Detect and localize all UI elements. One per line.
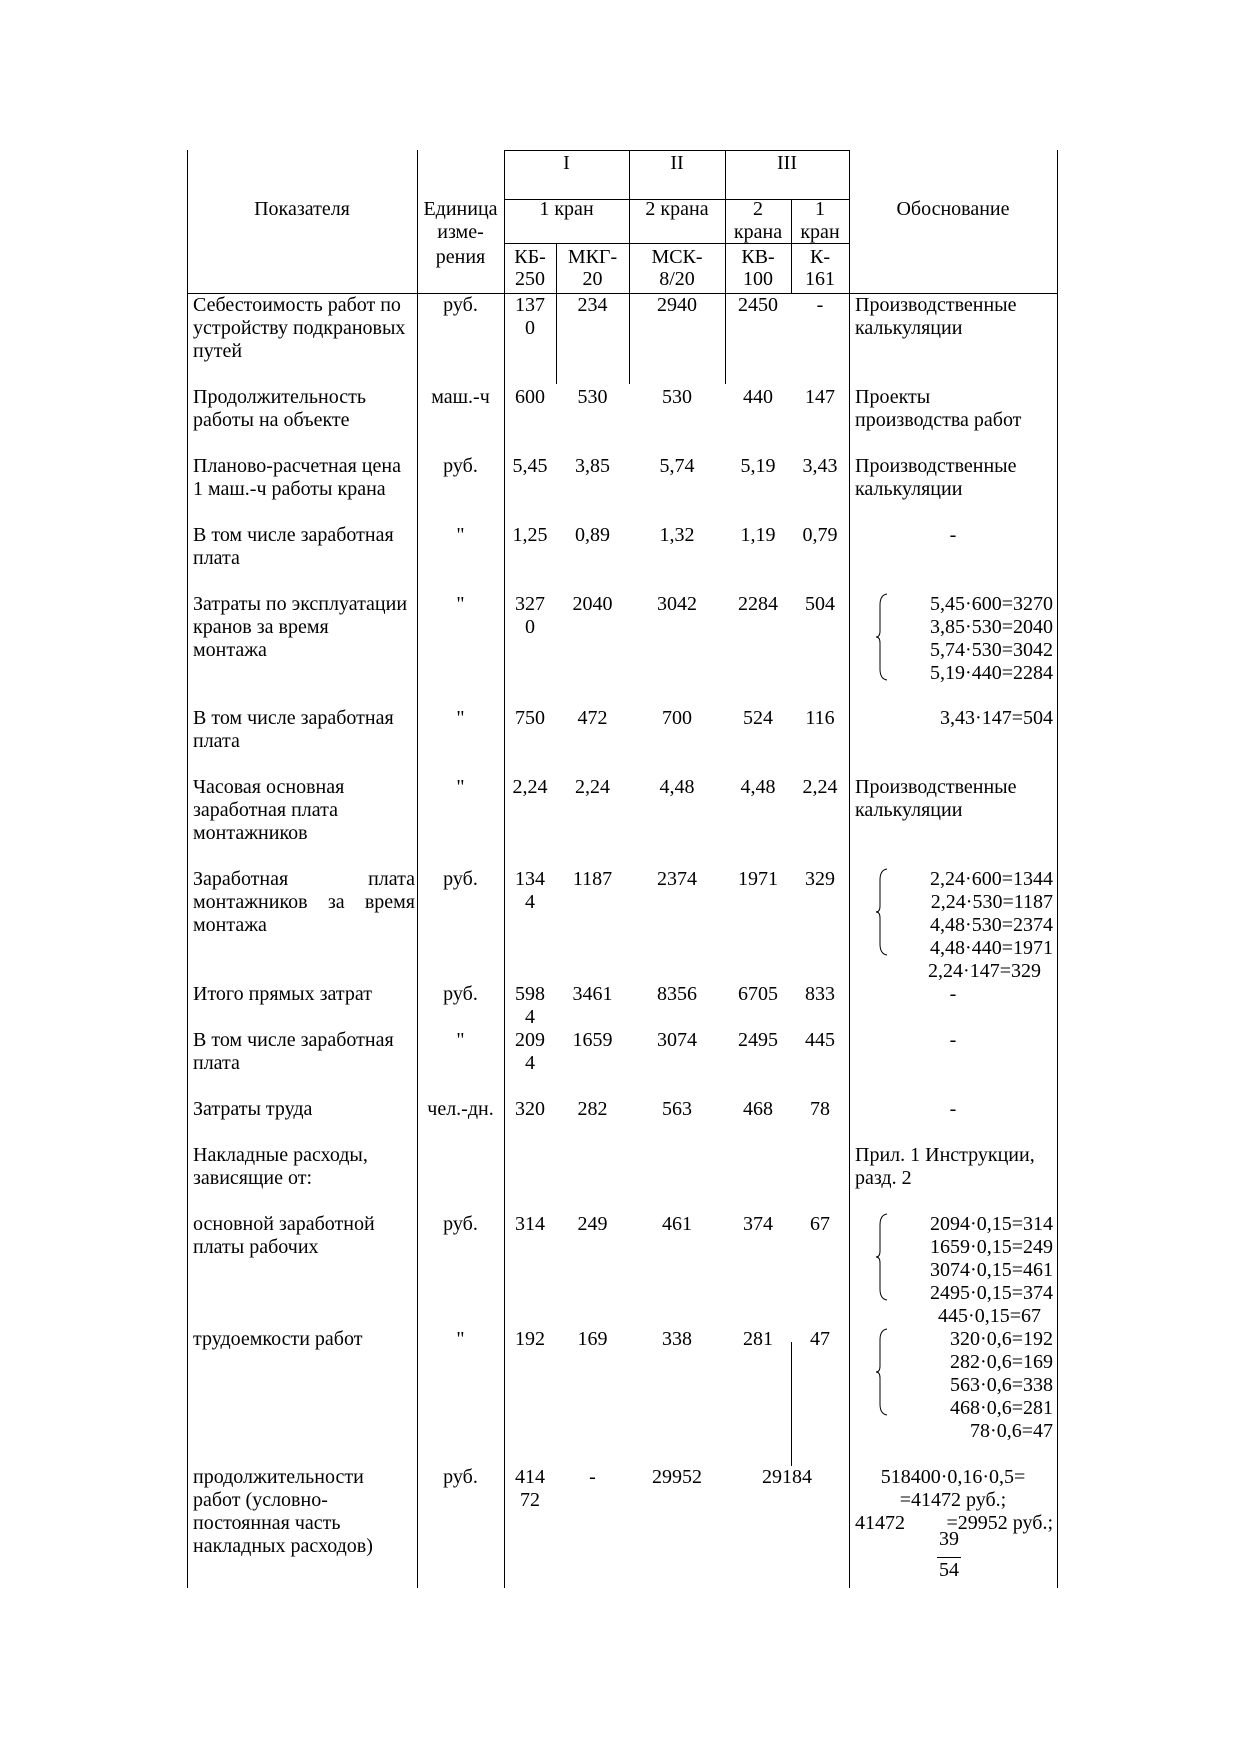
value-cell: 524	[743, 707, 773, 729]
indicator-name: В том числе заработная	[193, 707, 394, 729]
indicator-name: продолжительности	[193, 1466, 364, 1488]
value-cell: 67	[810, 1213, 830, 1235]
value-cell: 116	[805, 707, 835, 729]
value-cell: 5,19	[740, 455, 776, 477]
value-cell: 192	[515, 1328, 545, 1350]
basis-cell: калькуляции	[855, 799, 963, 821]
basis-formula: 468·0,6=281	[950, 1397, 1053, 1419]
indicator-name: кранов за время	[193, 616, 329, 638]
basis-formula: 4,48·530=2374	[930, 914, 1053, 936]
basis-formula: 78·0,6=47	[970, 1420, 1053, 1442]
basis-formula: 563·0,6=338	[950, 1374, 1053, 1396]
indicator-name: монтажа	[193, 639, 267, 661]
value-cell: 314	[515, 1213, 545, 1235]
column-header-unit: рения	[435, 246, 486, 268]
value-cell: 6705	[738, 983, 778, 1005]
crane-model-header: 100	[743, 268, 773, 290]
basis-formula: =29952 руб.;	[946, 1512, 1053, 1534]
indicator-name: трудоемкости работ	[193, 1328, 363, 1350]
value-cell: 472	[577, 707, 608, 729]
value-cell: 0,89	[575, 524, 610, 546]
indicator-name: заработная плата	[193, 799, 338, 821]
value-cell: 1187	[572, 868, 613, 890]
value-cell: 563	[662, 1098, 692, 1120]
value-cell: 598	[515, 983, 545, 1005]
value-cell: 530	[577, 386, 608, 408]
value-cell: 5,74	[659, 455, 695, 477]
crane-model-header: МСК-	[651, 246, 703, 268]
value-cell: 600	[515, 386, 545, 408]
basis-formula: 445·0,15=67	[938, 1305, 1041, 1327]
indicator-name: монтажников за время	[193, 891, 415, 913]
indicator-name: В том числе заработная	[193, 524, 394, 546]
basis-cell: Производственные	[855, 776, 1017, 798]
table-right-border	[1057, 150, 1058, 1588]
basis-formula: 518400·0,16·0,5=	[880, 1466, 1026, 1488]
group-header-iii: III	[777, 152, 797, 174]
basis-cell: -	[949, 1098, 957, 1120]
indicator-name: Итого прямых затрат	[193, 983, 372, 1005]
indicator-name: Продолжительность	[193, 386, 366, 408]
basis-formula: 5,19·440=2284	[930, 662, 1053, 684]
column-header-unit: изме-	[437, 221, 484, 243]
basis-cell: -	[949, 1029, 957, 1051]
value-cell: 0	[525, 616, 535, 638]
value-cell: 0	[525, 317, 535, 339]
unit-cell: "	[456, 707, 465, 729]
value-cell: 2,24	[802, 776, 838, 798]
indicator-name: Затраты по эксплуатации	[193, 593, 408, 615]
indicator-name: работы на объекте	[193, 409, 350, 431]
basis-formula: 2,24·530=1187	[930, 891, 1053, 913]
indicator-name: монтажа	[193, 914, 267, 936]
value-cell: 2374	[657, 868, 697, 890]
indicator-name: работ (условно-	[193, 1489, 328, 1511]
crane-count-header: 1	[815, 198, 825, 220]
basis-formula: 2,24·147=329	[928, 960, 1041, 982]
value-cell: 1659	[572, 1029, 613, 1051]
indicator-name: путей	[193, 340, 243, 362]
fraction-numerator: 39	[939, 1528, 959, 1550]
value-cell: 1971	[738, 868, 778, 890]
value-cell: 147	[805, 386, 835, 408]
indicator-name: Часовая основная	[193, 776, 345, 798]
crane-model-header: 161	[805, 268, 835, 290]
curly-brace-icon	[875, 868, 889, 956]
basis-cell: калькуляции	[855, 317, 963, 339]
crane-count-header: 2 крана	[645, 198, 709, 220]
basis-cell: Проекты	[855, 386, 931, 408]
crane-model-header: КВ-	[741, 246, 775, 268]
crane-model-header: КБ-	[514, 246, 546, 268]
indicator-name: платы рабочих	[193, 1236, 319, 1258]
unit-cell: руб.	[443, 868, 478, 890]
basis-formula: 41472	[855, 1512, 905, 1534]
basis-formula: 2094·0,15=314	[930, 1213, 1053, 1235]
unit-cell: руб.	[443, 983, 478, 1005]
value-cell: 47	[810, 1328, 830, 1350]
basis-formula: 282·0,6=169	[950, 1351, 1053, 1373]
value-cell: 700	[662, 707, 692, 729]
value-cell: 445	[805, 1029, 835, 1051]
crane-count-header: 2	[753, 198, 763, 220]
grid-vline-basis	[849, 150, 850, 1588]
group-header-ii: II	[670, 152, 684, 174]
curly-brace-icon	[875, 1213, 889, 1301]
value-cell: 169	[577, 1328, 608, 1350]
value-cell: 4	[525, 1006, 535, 1028]
value-cell: 2284	[738, 593, 778, 615]
basis-cell: Прил. 1 Инструкции,	[855, 1144, 1035, 1166]
value-cell: 1,25	[512, 524, 548, 546]
indicator-name: Планово-расчетная цена	[193, 455, 401, 477]
value-cell: 134	[515, 868, 545, 890]
value-cell: 281	[743, 1328, 773, 1350]
value-cell: 2,24	[575, 776, 610, 798]
value-cell: -	[816, 294, 824, 316]
value-cell: 2040	[572, 593, 613, 615]
value-cell: 320	[515, 1098, 545, 1120]
basis-formula: 320·0,6=192	[950, 1328, 1053, 1350]
curly-brace-icon	[875, 1328, 889, 1416]
crane-model-header: МКГ-	[567, 246, 618, 268]
value-cell: 338	[662, 1328, 692, 1350]
value-cell: 468	[743, 1098, 773, 1120]
basis-formula: 1659·0,15=249	[930, 1236, 1053, 1258]
value-cell: 137	[515, 294, 545, 316]
value-cell: 3,85	[575, 455, 610, 477]
unit-cell: "	[456, 1328, 465, 1350]
basis-formula: 3074·0,15=461	[930, 1259, 1053, 1281]
value-cell: 5,45	[512, 455, 548, 477]
value-cell: 0,79	[802, 524, 838, 546]
value-cell: 282	[577, 1098, 608, 1120]
value-cell: 1,19	[740, 524, 776, 546]
crane-model-header: 20	[582, 268, 603, 290]
basis-formula: 3,85·530=2040	[930, 616, 1053, 638]
basis-formula: =41472 руб.;	[899, 1489, 1007, 1511]
indicator-name: Заработная плата	[193, 868, 415, 890]
unit-cell: "	[456, 776, 465, 798]
value-cell: 8356	[657, 983, 697, 1005]
value-cell: 3042	[657, 593, 697, 615]
unit-cell: "	[456, 593, 465, 615]
column-header-basis: Обоснование	[896, 198, 1010, 220]
indicator-name: плата	[193, 730, 240, 752]
unit-cell: чел.-дн.	[427, 1098, 494, 1120]
grid-vline-kv-k-lower	[791, 1342, 792, 1466]
indicator-name: основной заработной	[193, 1213, 375, 1235]
value-cell: 327	[515, 593, 545, 615]
basis-formula: 3,43·147=504	[940, 707, 1053, 729]
value-cell: 2,24	[512, 776, 548, 798]
indicator-name: плата	[193, 1052, 240, 1074]
column-header-unit: Единица	[423, 198, 498, 220]
table-left-border	[187, 150, 188, 1588]
column-header-indicator: Показателя	[254, 198, 350, 220]
unit-cell: маш.-ч	[431, 386, 490, 408]
value-cell: 4,48	[740, 776, 776, 798]
value-cell: 3461	[572, 983, 613, 1005]
indicator-name: В том числе заработная	[193, 1029, 394, 1051]
value-cell: 72	[520, 1489, 540, 1511]
value-cell: 2940	[657, 294, 697, 316]
indicator-name: постоянная часть	[193, 1512, 341, 1534]
value-cell: -	[589, 1466, 596, 1488]
value-cell: 3,43	[802, 455, 838, 477]
value-cell: 440	[743, 386, 773, 408]
fraction-denominator: 54	[939, 1559, 959, 1581]
value-cell: 2450	[738, 294, 778, 316]
group-header-i: I	[563, 152, 570, 174]
indicator-name: монтажников	[193, 822, 308, 844]
value-cell: 329	[805, 868, 835, 890]
indicator-name: накладных расходов)	[193, 1535, 373, 1557]
indicator-name: устройству подкрановых	[193, 317, 406, 339]
crane-model-header: 250	[515, 268, 545, 290]
value-cell: 504	[805, 593, 835, 615]
basis-formula: 2,24·600=1344	[930, 868, 1053, 890]
value-cell: 3074	[657, 1029, 697, 1051]
indicator-name: Себестоимость работ по	[193, 294, 401, 316]
value-cell: 29184	[762, 1466, 812, 1488]
indicator-name: зависящие от:	[193, 1167, 313, 1189]
crane-model-header: К-	[810, 246, 830, 268]
value-cell: 209	[515, 1029, 545, 1051]
basis-formula: 5,74·530=3042	[930, 639, 1053, 661]
value-cell: 530	[662, 386, 692, 408]
value-cell: 461	[662, 1213, 692, 1235]
value-cell: 1,32	[659, 524, 695, 546]
indicator-name: Накладные расходы,	[193, 1144, 368, 1166]
crane-count-header: 1 кран	[539, 198, 594, 220]
indicator-name: 1 маш.-ч работы крана	[193, 478, 386, 500]
basis-formula: 5,45·600=3270	[930, 593, 1053, 615]
basis-cell: Производственные	[855, 294, 1017, 316]
value-cell: 414	[515, 1466, 545, 1488]
unit-cell: "	[456, 524, 465, 546]
value-cell: 234	[577, 294, 608, 316]
unit-cell: руб.	[443, 1213, 478, 1235]
basis-formula: 4,48·440=1971	[930, 937, 1053, 959]
indicator-name: плата	[193, 547, 240, 569]
indicator-name: Затраты труда	[193, 1098, 313, 1120]
basis-cell: -	[949, 983, 957, 1005]
value-cell: 4	[525, 891, 535, 913]
value-cell: 4	[525, 1052, 535, 1074]
value-cell: 78	[810, 1098, 830, 1120]
value-cell: 750	[515, 707, 545, 729]
basis-cell: -	[949, 524, 957, 546]
unit-cell: "	[456, 1029, 465, 1051]
basis-cell: производства работ	[855, 409, 1022, 431]
basis-cell: Производственные	[855, 455, 1017, 477]
crane-count-header: кран	[800, 221, 840, 243]
basis-formula: 2495·0,15=374	[930, 1282, 1053, 1304]
unit-cell: руб.	[443, 294, 478, 316]
crane-count-header: крана	[733, 221, 783, 243]
value-cell: 29952	[652, 1466, 702, 1488]
value-cell: 833	[805, 983, 835, 1005]
value-cell: 249	[577, 1213, 608, 1235]
curly-brace-icon	[875, 593, 889, 681]
basis-cell: калькуляции	[855, 478, 963, 500]
value-cell: 4,48	[659, 776, 695, 798]
unit-cell: руб.	[443, 1466, 478, 1488]
unit-cell: руб.	[443, 455, 478, 477]
value-cell: 374	[743, 1213, 773, 1235]
basis-cell: разд. 2	[855, 1167, 912, 1189]
crane-model-header: 8/20	[659, 268, 695, 290]
value-cell: 2495	[738, 1029, 778, 1051]
